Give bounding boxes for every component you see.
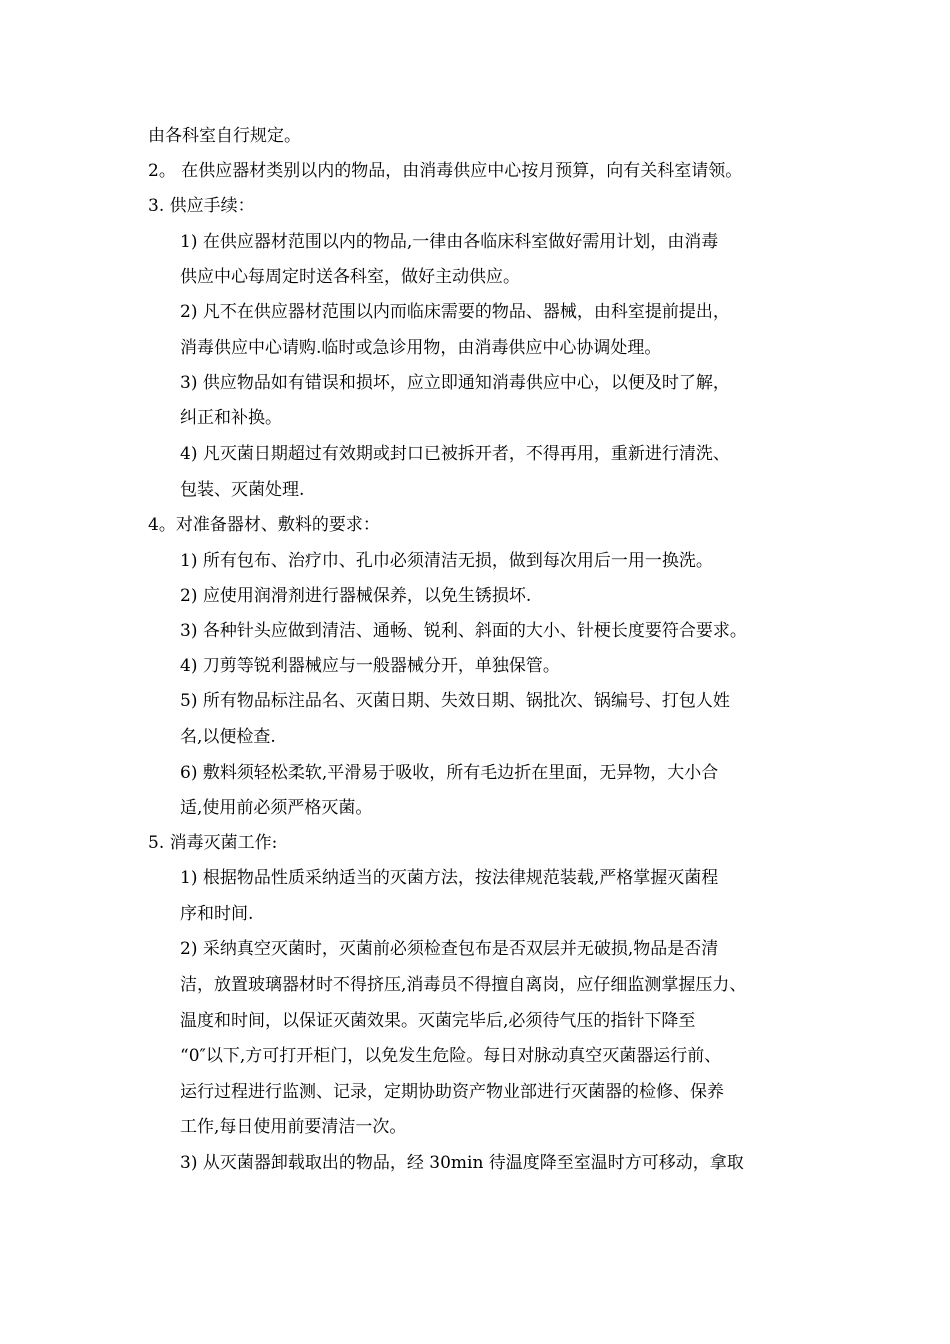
- list-item: 1) 所有包布、治疗巾、孔巾必须清洁无损，做到每次用后一用一换洗。: [180, 551, 713, 571]
- section-4-heading: 4。对准备器材、敷料的要求：: [148, 515, 380, 535]
- text-line: 适,使用前必须严格灭菌。: [180, 798, 373, 818]
- list-item: 3) 各种针头应做到清洁、通畅、锐利、斜面的大小、针梗长度要符合要求。: [180, 621, 747, 641]
- text-line: 供应中心每周定时送各科室，做好主动供应。: [180, 267, 520, 287]
- text-line: 序和时间.: [180, 904, 254, 924]
- list-item: 1) 根据物品性质采纳适当的灭菌方法，按法律规范装载,严格掌握灭菌程: [180, 868, 719, 888]
- text-line: 温度和时间，以保证灭菌效果。灭菌完毕后,必须待气压的指针下降至: [180, 1011, 696, 1031]
- list-item: 2) 采纳真空灭菌时，灭菌前必须检查包布是否双层并无破损,物品是否清: [180, 939, 719, 959]
- section-5-heading: 5. 消毒灭菌工作:: [148, 833, 278, 853]
- list-item: 4) 凡灭菌日期超过有效期或封口已被拆开者，不得再用，重新进行清洗、: [180, 444, 730, 464]
- text-line: 洁，放置玻璃器材时不得挤压,消毒员不得擅自离岗，应仔细监测掌握压力、: [180, 975, 747, 995]
- list-item: 2) 应使用润滑剂进行器械保养，以免生锈损坏.: [180, 586, 532, 606]
- text-line: 包装、灭菌处理.: [180, 480, 305, 500]
- list-item: 6) 敷料须轻松柔软,平滑易于吸收，所有毛边折在里面，无异物，大小合: [180, 763, 719, 783]
- text-line: 由各科室自行规定。: [148, 126, 301, 146]
- text-line: 消毒供应中心请购.临时或急诊用物，由消毒供应中心协调处理。: [180, 338, 662, 358]
- text-line: 工作,每日使用前要清洁一次。: [180, 1117, 407, 1137]
- text-line: 名,以便检查.: [180, 727, 276, 747]
- list-item: 5) 所有物品标注品名、灭菌日期、失效日期、锅批次、锅编号、打包人姓: [180, 691, 730, 711]
- list-item: 3) 从灭菌器卸载取出的物品，经 30min 待温度降至室温时方可移动，拿取: [180, 1153, 744, 1173]
- list-item: 3) 供应物品如有错误和损坏，应立即通知消毒供应中心，以便及时了解，: [180, 373, 730, 393]
- text-line: “0″以下,方可打开柜门，以免发生危险。每日对脉动真空灭菌器运行前、: [180, 1046, 722, 1066]
- list-item: 4) 刀剪等锐利器械应与一般器械分开，单独保管。: [180, 656, 560, 676]
- section-3-heading: 3. 供应手续：: [148, 196, 255, 216]
- section-2-heading: 2。 在供应器材类别以内的物品，由消毒供应中心按月预算，向有关科室请领。: [148, 161, 743, 181]
- list-item: 1) 在供应器材范围以内的物品,一律由各临床科室做好需用计划，由消毒: [180, 232, 719, 252]
- text-line: 运行过程进行监测、记录，定期协助资产物业部进行灭菌器的检修、保养: [180, 1082, 724, 1102]
- list-item: 2) 凡不在供应器材范围以内而临床需要的物品、器械，由科室提前提出，: [180, 302, 730, 322]
- text-line: 纠正和补换。: [180, 408, 282, 428]
